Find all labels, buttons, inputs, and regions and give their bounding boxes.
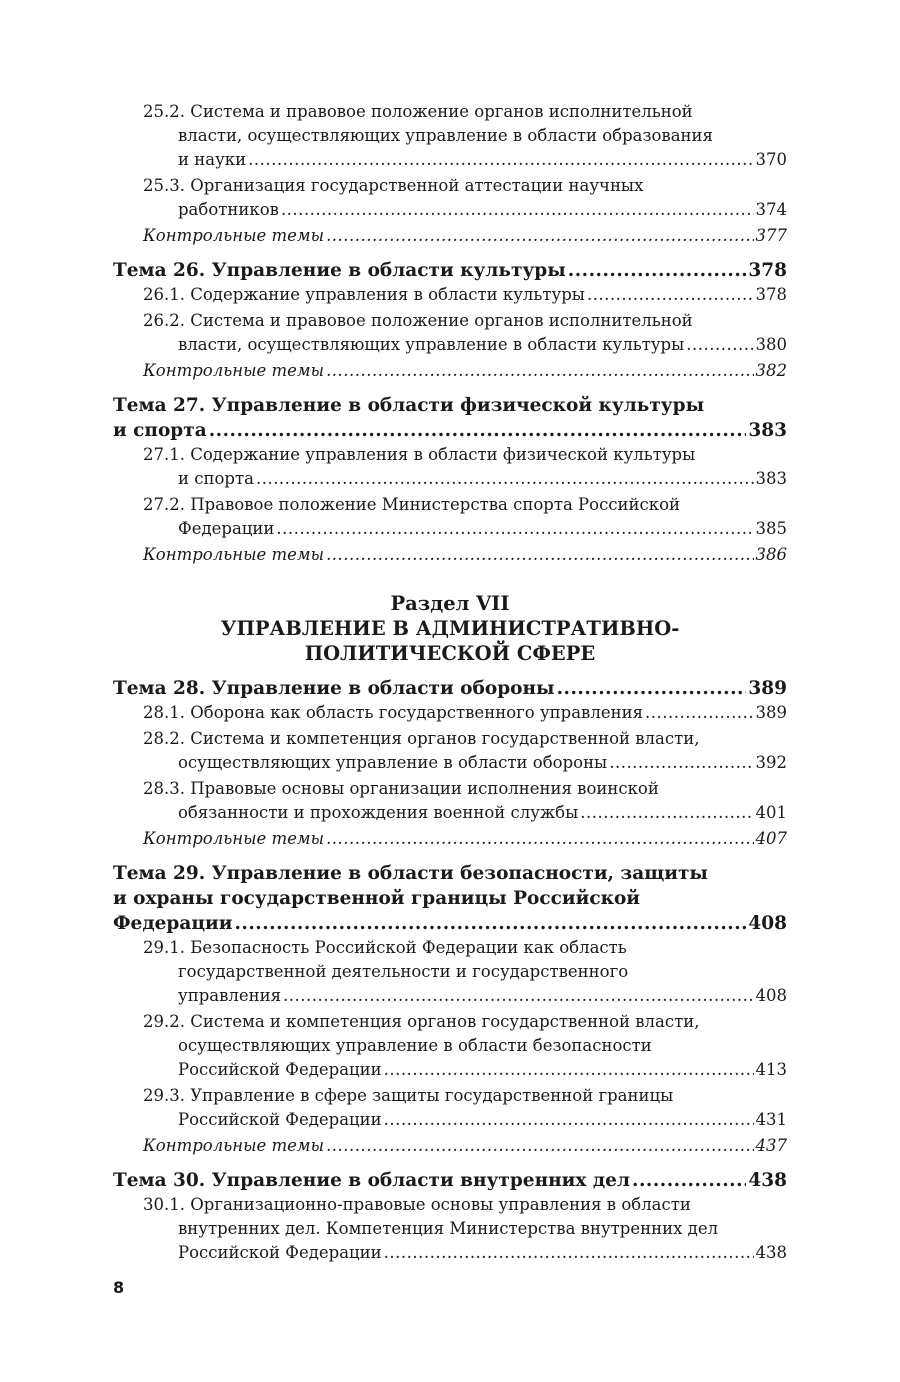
entry-title: Российской Федерации	[178, 1243, 382, 1262]
toc-entry-line	[113, 676, 787, 701]
dot-leader	[281, 198, 754, 222]
entry-title: и спорта	[113, 420, 207, 441]
entry-title-line: 28.3. Правовые основы организации исполнения воинской	[143, 779, 659, 798]
toc-entry-line	[113, 1058, 787, 1082]
entry-title: Тема 28. Управление в области обороны	[113, 678, 555, 699]
toc-entry-line	[113, 258, 787, 283]
entry-page-number: 386	[755, 545, 787, 564]
entry-page-number: 382	[755, 361, 787, 380]
toc-entry-line	[113, 333, 787, 357]
entry-page-number: 370	[755, 150, 787, 169]
toc-subsection	[113, 1010, 787, 1082]
dot-leader	[234, 911, 746, 936]
entry-title: обязанности и прохождения военной службы	[178, 803, 579, 822]
entry-title-line: внутренних дел. Компетенция Министерства внутренних дел	[178, 1219, 719, 1238]
entry-title: Тема 26. Управление в области культуры	[113, 260, 566, 281]
toc-subsection	[113, 493, 787, 541]
entry-page-number: 413	[755, 1060, 787, 1079]
entry-page-number: 380	[755, 335, 787, 354]
entry-page-number: 438	[748, 1170, 787, 1191]
toc-subsection	[113, 777, 787, 825]
entry-title: Контрольные темы	[143, 1136, 325, 1155]
entry-page-number: 383	[755, 469, 787, 488]
toc-subsection	[113, 1193, 787, 1265]
entry-title-line: 29.2. Система и компетенция органов государственной власти,	[143, 1012, 700, 1031]
toc-entry-line	[113, 148, 787, 172]
dot-leader	[384, 1241, 754, 1265]
dot-leader	[645, 701, 754, 725]
dot-leader	[209, 418, 747, 443]
entry-title-line: государственной деятельности и государственного	[178, 962, 629, 981]
toc-subsection	[113, 283, 787, 307]
entry-title: Контрольные темы	[143, 226, 325, 245]
dot-leader	[256, 467, 754, 491]
entry-page-number: 385	[755, 519, 787, 538]
toc-entry-line	[113, 1168, 787, 1193]
entry-title-line: 29.3. Управление в сфере защиты государственной границы	[143, 1086, 674, 1105]
toc-topic	[113, 393, 787, 443]
entry-page-number: 389	[755, 703, 787, 722]
toc-subsection	[113, 936, 787, 1008]
toc-entry-line	[113, 198, 787, 222]
toc-subsection	[113, 443, 787, 491]
section-heading	[113, 591, 787, 666]
toc-subsection	[113, 727, 787, 775]
dot-leader	[557, 676, 747, 701]
toc-control-topics	[113, 827, 787, 851]
toc-topic	[113, 258, 787, 283]
dot-leader	[326, 827, 753, 851]
entry-title: работников	[178, 200, 279, 219]
entry-title-line: Тема 27. Управление в области физической культуры	[113, 395, 705, 416]
dot-leader	[580, 801, 753, 825]
dot-leader	[248, 148, 753, 172]
toc-topic	[113, 861, 787, 936]
entry-page-number: 407	[755, 829, 787, 848]
entry-page-number: 401	[755, 803, 787, 822]
entry-page-number: 377	[755, 226, 787, 245]
entry-title: Российской Федерации	[178, 1110, 382, 1129]
toc-entry-line	[113, 418, 787, 443]
entry-page-number: 378	[755, 285, 787, 304]
entry-title: власти, осуществляющих управление в области культуры	[178, 335, 685, 354]
toc-entry-line	[113, 517, 787, 541]
toc-entry-line	[113, 801, 787, 825]
entry-title-line: 28.2. Система и компетенция органов государственной власти,	[143, 729, 700, 748]
entry-title: и науки	[178, 150, 247, 169]
entry-title-line: 27.1. Содержание управления в области физической культуры	[143, 445, 696, 464]
toc-entry-line	[113, 911, 787, 936]
dot-leader	[609, 751, 753, 775]
entry-page-number: 383	[748, 420, 787, 441]
dot-leader	[326, 359, 753, 383]
toc-entry-line	[113, 467, 787, 491]
dot-leader	[326, 1134, 753, 1158]
toc-entry-line	[113, 359, 787, 383]
dot-leader	[326, 543, 753, 567]
toc-control-topics	[113, 543, 787, 567]
entry-title: Контрольные темы	[143, 545, 325, 564]
dot-leader	[283, 984, 753, 1008]
toc-entry-line	[113, 1108, 787, 1132]
toc-topic	[113, 676, 787, 701]
section-heading-line: Раздел VII	[390, 592, 510, 615]
entry-title: и спорта	[178, 469, 254, 488]
entry-title-line: и охраны государственной границы Российской	[113, 888, 641, 909]
table-of-contents	[113, 100, 787, 1265]
toc-entry-line	[113, 984, 787, 1008]
dot-leader	[686, 333, 753, 357]
dot-leader	[568, 258, 747, 283]
entry-page-number: 408	[748, 913, 787, 934]
toc-subsection	[113, 701, 787, 725]
entry-page-number: 437	[755, 1136, 787, 1155]
entry-title: Контрольные темы	[143, 361, 325, 380]
dot-leader	[632, 1168, 746, 1193]
entry-title: Тема 30. Управление в области внутренних дел	[113, 1170, 630, 1191]
toc-entry-line	[113, 1241, 787, 1265]
toc-topic	[113, 1168, 787, 1193]
entry-title-line: 26.2. Система и правовое положение органов исполнительной	[143, 311, 693, 330]
entry-title-line: осуществляющих управление в области безопасности	[178, 1036, 652, 1055]
entry-title-line: Тема 29. Управление в области безопасности, защиты	[113, 863, 708, 884]
entry-title: 28.1. Оборона как область государственного управления	[143, 703, 643, 722]
toc-subsection	[113, 100, 787, 172]
entry-title-line: власти, осуществляющих управление в области образования	[178, 126, 713, 145]
toc-subsection	[113, 174, 787, 222]
entry-page-number: 374	[755, 200, 787, 219]
toc-entry-line	[113, 827, 787, 851]
entry-title: Федерации	[178, 519, 275, 538]
section-heading-line: ПОЛИТИЧЕСКОЙ СФЕРЕ	[304, 642, 596, 665]
page-number: 8	[113, 1278, 125, 1297]
entry-title-line: 25.2. Система и правовое положение органов исполнительной	[143, 102, 693, 121]
entry-title-line: 25.3. Организация государственной аттестации научных	[143, 176, 644, 195]
toc-subsection	[113, 1084, 787, 1132]
toc-entry-line	[113, 701, 787, 725]
dot-leader	[587, 283, 754, 307]
entry-title: Федерации	[113, 913, 233, 934]
dot-leader	[384, 1058, 754, 1082]
dot-leader	[326, 224, 753, 248]
entry-title: 26.1. Содержание управления в области культуры	[143, 285, 585, 304]
entry-title-line: 29.1. Безопасность Российской Федерации как область	[143, 938, 627, 957]
entry-title-line: 30.1. Организационно-правовые основы управления в области	[143, 1195, 691, 1214]
entry-title: Контрольные темы	[143, 829, 325, 848]
entry-page-number: 378	[748, 260, 787, 281]
toc-control-topics	[113, 1134, 787, 1158]
toc-control-topics	[113, 359, 787, 383]
toc-entry-line	[113, 543, 787, 567]
entry-title: осуществляющих управление в области обороны	[178, 753, 608, 772]
entry-page-number: 438	[755, 1243, 787, 1262]
entry-title: управления	[178, 986, 282, 1005]
dot-leader	[384, 1108, 754, 1132]
entry-page-number: 392	[755, 753, 787, 772]
toc-entry-line	[113, 283, 787, 307]
entry-page-number: 389	[748, 678, 787, 699]
entry-page-number: 431	[755, 1110, 787, 1129]
toc-entry-line	[113, 224, 787, 248]
toc-entry-line	[113, 751, 787, 775]
toc-control-topics	[113, 224, 787, 248]
entry-title: Российской Федерации	[178, 1060, 382, 1079]
toc-subsection	[113, 309, 787, 357]
section-heading-line: УПРАВЛЕНИЕ В АДМИНИСТРАТИВНО-	[220, 617, 680, 640]
toc-entry-line	[113, 1134, 787, 1158]
entry-page-number: 408	[755, 986, 787, 1005]
entry-title-line: 27.2. Правовое положение Министерства спорта Российской	[143, 495, 681, 514]
dot-leader	[276, 517, 753, 541]
